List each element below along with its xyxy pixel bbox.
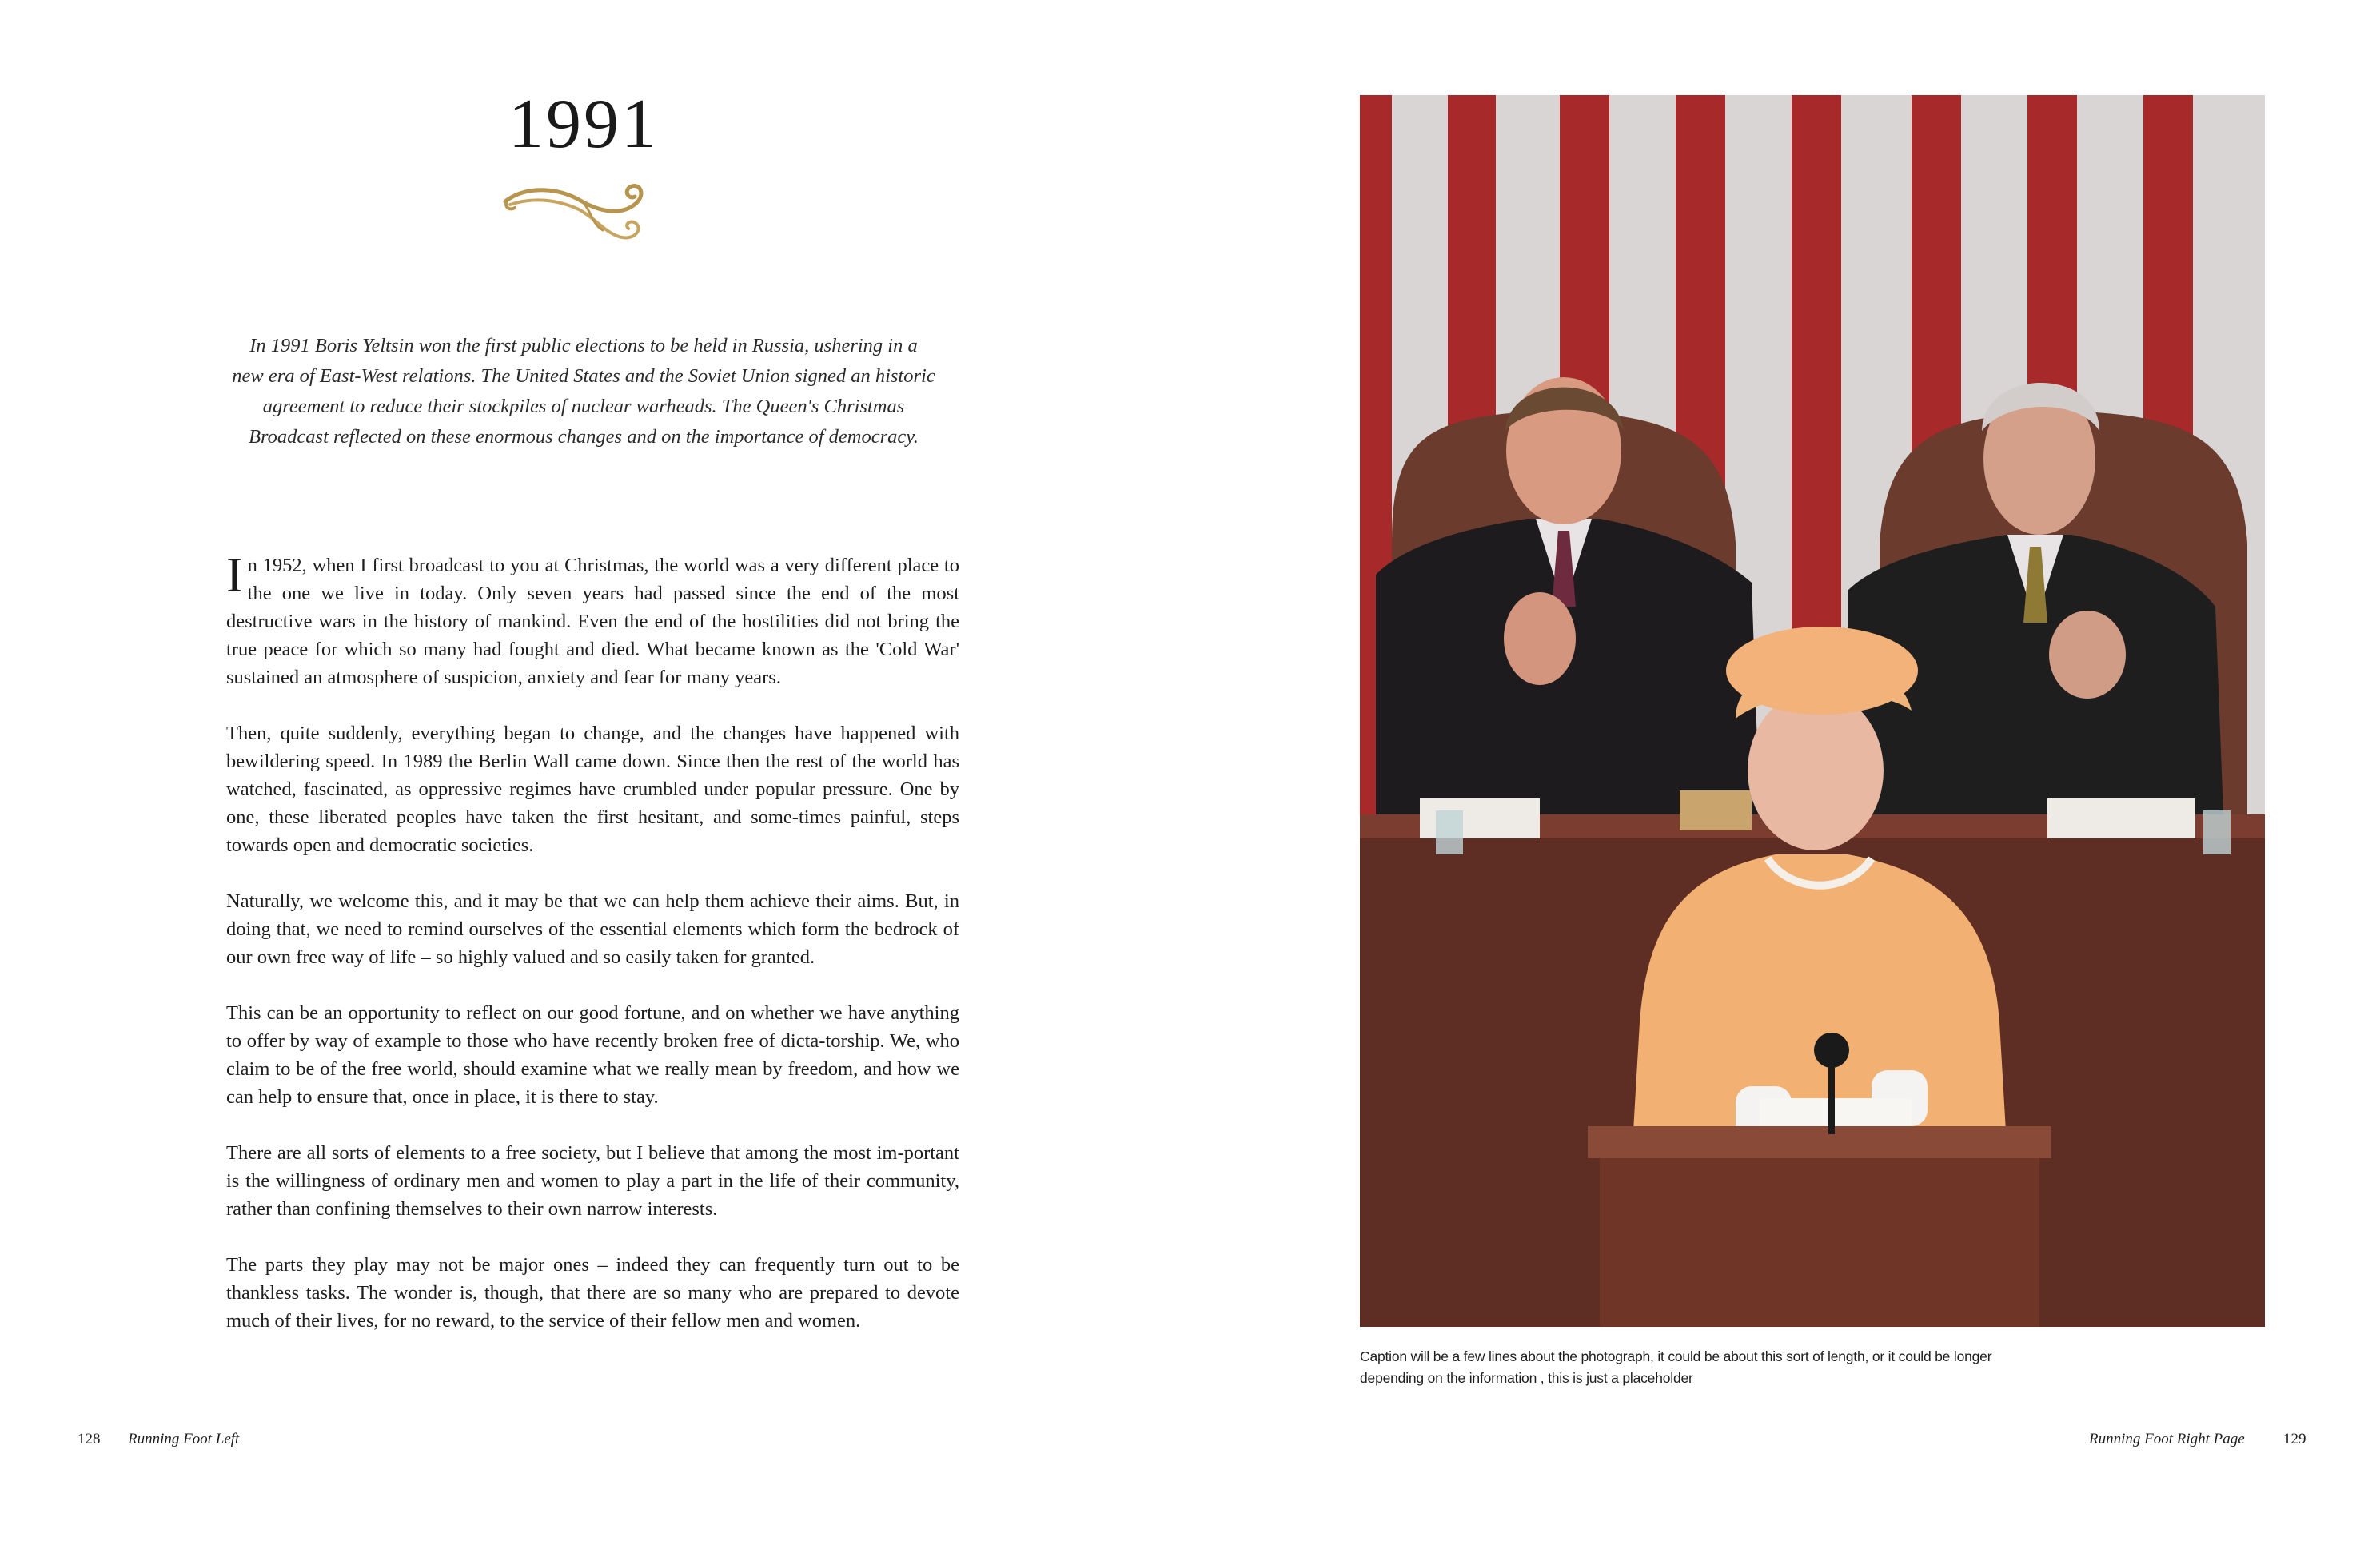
paragraph-text: n 1952, when I first broadcast to you at Christmas, the world was a very different place to the one we live in today. Only seven years had passed since the end of the most destructive wars in the history of mankind. Even the end of the hostilities did not bring the true peace for which so many had fought and died. What became known as the 'Cold War' sustained an atmosphere of suspicion, anxiety and fear for many years. [226, 555, 959, 688]
right-page-number: 129 [2283, 1431, 2306, 1447]
photo-illustration [1360, 95, 2265, 1327]
left-page-number: 128 [78, 1431, 101, 1447]
body-paragraph: Then, quite suddenly, everything began to change, and the changes have happened with bewildering speed. In 1989 the Berlin Wall came down. Since then the rest of the world has watched, fascinated, as oppressive regimes have crumbled under popular pressure. One by one, these liberated peoples have taken the first hesitant, and some-times painful, steps towards open and democratic societies. [226, 723, 959, 856]
gold-flourish-ornament [502, 177, 662, 249]
running-foot-left: Running Foot Left [128, 1431, 240, 1447]
speech-body [226, 548, 959, 1363]
right-page [1190, 0, 2380, 1549]
body-paragraph: This can be an opportunity to reflect on our good fortune, and on whether we have anything to offer by way of example to those who have recently broken free of dicta-torship. We, who claim to be of the free world, should examine what we really mean by freedom, and how we can help to ensure that, once in place, it is there to stay. [226, 1002, 959, 1108]
intro-paragraph: In 1991 Boris Yeltsin won the first public elections to be held in Russia, ushering in a new era of East-West relations. The United States and the Soviet Union signed an historic agreement to reduce their stockpiles of nuclear warheads. The Queen's Christmas Broadcast reflected on these enormous changes and on the importance of democracy. [232, 335, 935, 448]
running-foot-right: Running Foot Right Page [2089, 1431, 2245, 1447]
photograph [1360, 95, 2265, 1327]
photo-caption: Caption will be a few lines about the photograph, it could be about this sort of length, or it could be longer depending on the information , this is just a placeholder [1360, 1348, 1992, 1386]
year-heading: 1991 [508, 86, 659, 163]
drop-cap: I [226, 548, 243, 603]
body-paragraph [226, 548, 959, 691]
body-paragraph: Naturally, we welcome this, and it may be that we can help them achieve their aims. But, in doing that, we need to remind ourselves of the essential elements which form the bedrock of our own free way of life – so highly valued and so easily taken for granted. [226, 890, 959, 968]
body-paragraph: The parts they play may not be major ones – indeed they can frequently turn out to be thankless tasks. The wonder is, though, that there are so many who are prepared to devote much of their lives, for no reward, to the service of their fellow men and women. [226, 1254, 959, 1332]
body-paragraph: There are all sorts of elements to a free society, but I believe that among the most im-portant is the willingness of ordinary men and women to play a part in the life of their community, rather than confining themselves to their own narrow interests. [226, 1142, 959, 1220]
